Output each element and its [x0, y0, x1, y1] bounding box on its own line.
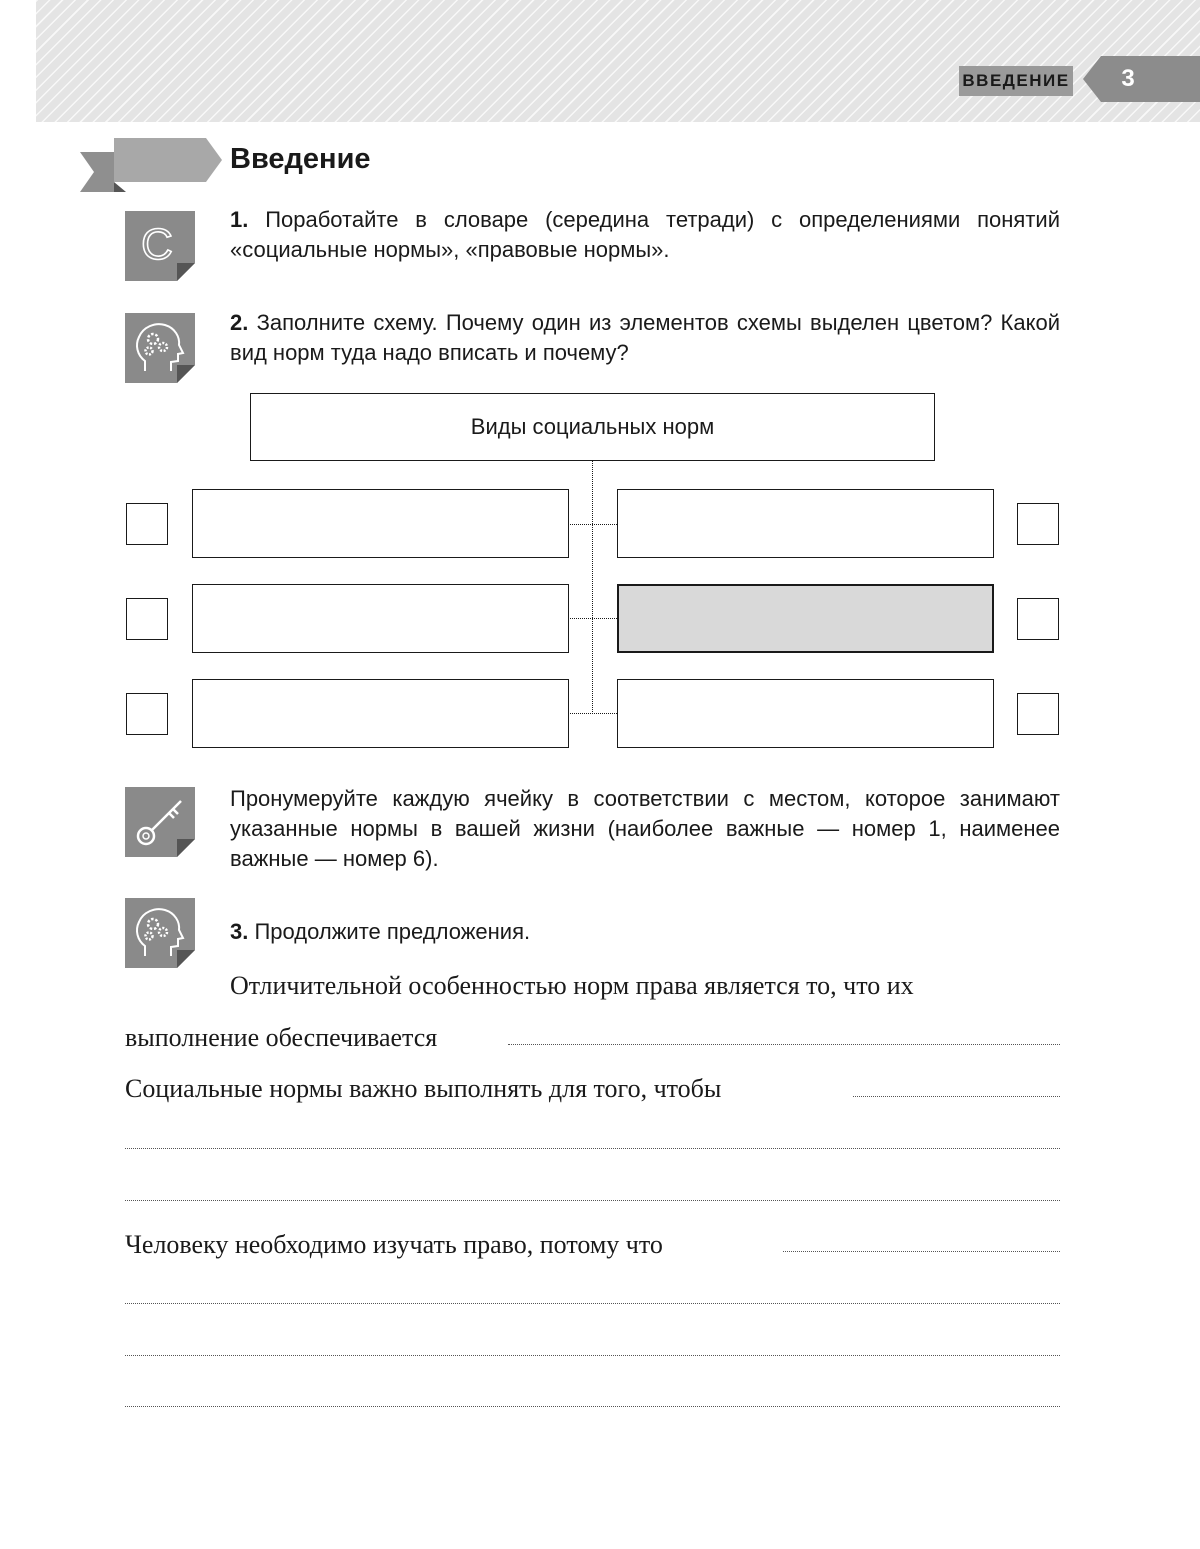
- scheme-connector-vertical: [592, 461, 593, 714]
- page-title: Введение: [230, 143, 371, 175]
- rank-box-right-2[interactable]: [1017, 598, 1059, 640]
- answer-line[interactable]: [125, 1406, 1060, 1407]
- svg-text:C: C: [141, 220, 173, 269]
- section-label: ВВЕДЕНИЕ: [959, 66, 1073, 96]
- scheme-connector-row-2: [568, 618, 617, 619]
- header-band: [36, 0, 1200, 122]
- key-icon: [125, 787, 195, 857]
- title-ribbon-icon: [80, 138, 222, 194]
- task-1: [230, 205, 1060, 265]
- sentence-3: Человеку необходимо изучать право, потому что: [125, 1230, 663, 1259]
- rank-box-right-1[interactable]: [1017, 503, 1059, 545]
- rank-box-left-2[interactable]: [126, 598, 168, 640]
- letter-c-icon: [125, 211, 195, 281]
- scheme-cell-right-1[interactable]: [617, 489, 994, 558]
- scheme-connector-row-3: [568, 713, 617, 714]
- scheme-cell-left-2[interactable]: [192, 584, 569, 653]
- scheme-cell-right-2-shaded[interactable]: [617, 584, 994, 653]
- answer-line[interactable]: [125, 1303, 1060, 1304]
- scheme-cell-left-3[interactable]: [192, 679, 569, 748]
- task-2-text: Заполните схему. Почему один из элементов схемы выделен цветом? Какой вид норм туда надо вписать и почему?: [230, 310, 1060, 365]
- scheme-connector-row-1: [568, 524, 617, 525]
- answer-line[interactable]: [125, 1148, 1060, 1149]
- head-gears-icon: [125, 898, 195, 968]
- task-3-text: Продолжите предложения.: [254, 919, 531, 944]
- scheme-top-box: Виды социальных норм: [250, 393, 935, 461]
- task-2: [230, 308, 1060, 368]
- task-2-number: 2.: [230, 310, 249, 335]
- scheme-cell-right-3[interactable]: [617, 679, 994, 748]
- answer-line[interactable]: [125, 1200, 1060, 1201]
- numbering-instruction: Пронумеруйте каждую ячейку в соответствии с местом, которое занимают указанные нормы в вашей жизни (наиболее важные — номер 1, наименее важные — номер 6).: [230, 786, 1060, 871]
- sentence-1-line-1: Отличительной особенностью норм права является то, что их: [230, 971, 914, 1000]
- rank-box-left-3[interactable]: [126, 693, 168, 735]
- rank-box-left-1[interactable]: [126, 503, 168, 545]
- head-gears-icon: [125, 313, 195, 383]
- answer-line[interactable]: [853, 1096, 1060, 1097]
- task-3: [230, 917, 1060, 947]
- scheme-cell-left-1[interactable]: [192, 489, 569, 558]
- page-number: 3: [1121, 65, 1135, 92]
- sentence-1-line-2: выполнение обеспечивается: [125, 1023, 438, 1052]
- answer-line[interactable]: [508, 1044, 1060, 1045]
- task-1-number: 1.: [230, 207, 249, 232]
- answer-line[interactable]: [125, 1355, 1060, 1356]
- task-3-number: 3.: [230, 919, 249, 944]
- answer-line[interactable]: [783, 1251, 1060, 1252]
- task-1-text: Поработайте в словаре (середина тетради) с определениями понятий «социальные нормы», «правовые нормы».: [230, 207, 1060, 262]
- sentence-2: Социальные нормы важно выполнять для того, чтобы: [125, 1074, 722, 1103]
- rank-box-right-3[interactable]: [1017, 693, 1059, 735]
